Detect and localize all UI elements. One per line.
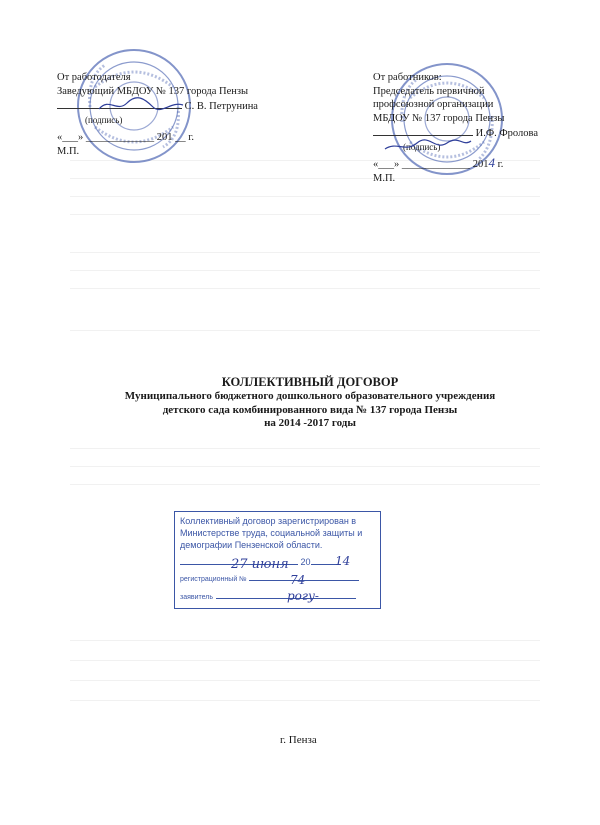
- union-date: «___» _____________ 201: [373, 159, 489, 170]
- bleed-through-line: [70, 640, 540, 641]
- union-sign-caption: (подпись): [403, 141, 441, 152]
- employer-sign-caption: (подпись): [85, 114, 123, 125]
- title-line-2: детского сада комбинированного вида № 137 города Пензы: [162, 403, 458, 416]
- union-handwritten-signature: [383, 137, 473, 155]
- bleed-through-line: [70, 252, 540, 253]
- stamp-handwritten-signature: рогу-: [287, 589, 319, 603]
- employer-mp: М.П.: [57, 145, 80, 157]
- stamp-signature-label: заявитель: [180, 594, 214, 601]
- union-mp: М.П.: [373, 172, 396, 184]
- union-signer: И.Ф. Фролова: [475, 128, 539, 139]
- document-title: КОЛЛЕКТИВНЫЙ ДОГОВОР: [221, 375, 399, 389]
- union-date-suffix: г.: [497, 159, 504, 170]
- title-line-3: на 2014 -2017 годы: [264, 417, 356, 429]
- stamp-handwritten-reg-number: 74: [290, 573, 306, 587]
- bleed-through-line: [70, 700, 540, 701]
- title-line-1: Муниципального бюджетного дошкольного образовательного учреждения: [124, 390, 496, 402]
- bleed-through-line: [70, 680, 540, 681]
- bleed-through-line: [70, 448, 540, 449]
- bleed-through-line: [70, 484, 540, 485]
- employer-handwritten-signature: [97, 95, 187, 115]
- bleed-through-line: [70, 288, 540, 289]
- union-year-digit: 4: [488, 155, 495, 170]
- union-position-line2: профсоюзной организации: [373, 99, 494, 110]
- union-position-line3: МБДОУ № 137 города Пензы: [373, 112, 505, 124]
- stamp-signature-row: [180, 589, 375, 604]
- bleed-through-line: [70, 660, 540, 661]
- bleed-through-line: [70, 196, 540, 197]
- stamp-handwritten-year: 14: [335, 554, 351, 568]
- stamp-line-3: демографии Пензенской области.: [180, 540, 323, 550]
- stamp-line-1: Коллективный договор зарегистрирован в: [180, 516, 357, 526]
- employer-signature-block: [57, 71, 287, 158]
- stamp-reg-row: [180, 571, 375, 586]
- registration-stamp: [174, 511, 381, 609]
- bleed-through-line: [70, 270, 540, 271]
- stamp-handwritten-date: 27 июня: [231, 557, 289, 572]
- document-title-block: [110, 375, 510, 431]
- employer-heading: От работодателя: [57, 72, 131, 83]
- stamp-signature-fill: [216, 589, 356, 599]
- union-date-line: [373, 156, 573, 172]
- employer-position: Заведующий МБДОУ № 137 города Пензы: [57, 85, 249, 97]
- bleed-through-line: [70, 330, 540, 331]
- union-signature-block: [373, 71, 573, 185]
- bleed-through-line: [70, 214, 540, 215]
- stamp-line-2: Министерстве труда, социальной защиты и: [180, 528, 363, 538]
- union-heading: От работников:: [373, 72, 442, 83]
- union-position-line1: Председатель первичной: [373, 85, 485, 97]
- stamp-year-prefix: 20: [300, 557, 311, 567]
- stamp-reg-label: регистрационный №: [180, 576, 247, 583]
- employer-date: «___» _____________ 201 __ г.: [57, 132, 194, 143]
- signature-underline: [373, 125, 473, 136]
- bleed-through-line: [70, 466, 540, 467]
- city-label: г. Пенза: [280, 734, 317, 746]
- employer-signer: С. В. Петрунина: [184, 101, 258, 112]
